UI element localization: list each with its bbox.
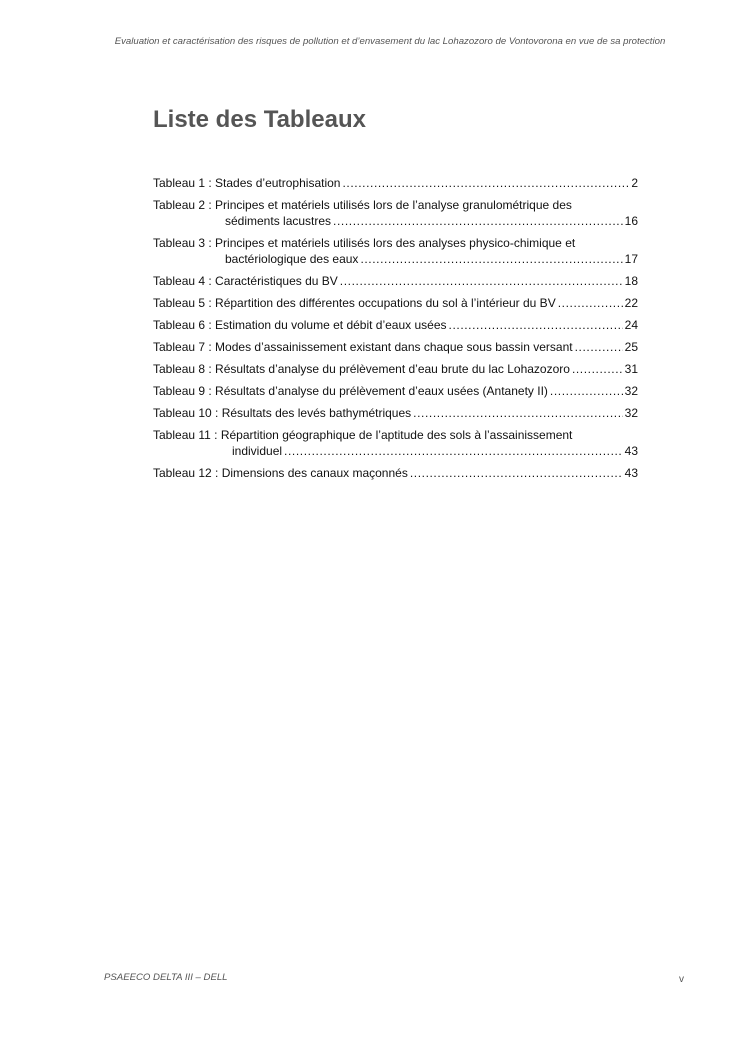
toc-page-number: 22 [624, 296, 638, 310]
toc-entry-text: Tableau 11 : Répartition géographique de l’aptitude des sols à l’assainissement [153, 428, 573, 442]
toc-entry-7[interactable] [153, 339, 638, 355]
toc-entry-6[interactable] [153, 317, 638, 333]
toc-entry-text-cont: sédiments lacustres [225, 214, 332, 228]
dot-leader [333, 213, 623, 229]
toc-page-number: 43 [624, 444, 638, 458]
page-number: v [679, 974, 684, 985]
toc-entry-3[interactable] [153, 235, 638, 267]
toc-entry-text: Tableau 2 : Principes et matériels utilisés lors de l’analyse granulométrique des [153, 198, 572, 212]
toc-entry-12[interactable] [153, 465, 638, 481]
toc-page-number: 17 [624, 252, 638, 266]
toc-page-number: 18 [624, 274, 638, 288]
dot-leader [550, 383, 623, 399]
toc-page-number: 32 [624, 384, 638, 398]
dot-leader [410, 465, 623, 481]
dot-leader [575, 339, 623, 355]
toc-entry-text: Tableau 10 : Résultats des levés bathymétriques [153, 406, 412, 420]
dot-leader [572, 361, 623, 377]
toc-entry-11[interactable] [153, 427, 638, 459]
toc-page-number: 16 [624, 214, 638, 228]
dot-leader [449, 317, 623, 333]
toc-page-number: 2 [631, 176, 638, 190]
table-list [153, 175, 638, 487]
toc-entry-text: Tableau 4 : Caractéristiques du BV [153, 274, 338, 288]
toc-entry-2[interactable] [153, 197, 638, 229]
toc-entry-text: Tableau 9 : Résultats d’analyse du prélèvement d’eaux usées (Antanety II) [153, 384, 548, 398]
dot-leader [342, 175, 629, 191]
running-header: Evaluation et caractérisation des risques de pollution et d’envasement du lac Lohazozoro de Vontovorona en vue de sa protection [114, 36, 666, 47]
toc-entry-text: Tableau 7 : Modes d’assainissement existant dans chaque sous bassin versant [153, 340, 573, 354]
toc-entry-text: Tableau 6 : Estimation du volume et débit d’eaux usées [153, 318, 447, 332]
toc-page-number: 31 [624, 362, 638, 376]
toc-entry-text: Tableau 5 : Répartition des différentes occupations du sol à l’intérieur du BV [153, 296, 556, 310]
dot-leader [413, 405, 622, 421]
dot-leader [284, 443, 623, 459]
dot-leader [340, 273, 623, 289]
toc-entry-text: Tableau 3 : Principes et matériels utilisés lors des analyses physico-chimique et [153, 236, 576, 250]
toc-entry-1[interactable] [153, 175, 638, 191]
toc-entry-8[interactable] [153, 361, 638, 377]
toc-entry-text-cont: bactériologique des eaux [225, 252, 359, 266]
toc-entry-text: Tableau 1 : Stades d’eutrophisation [153, 176, 341, 190]
page-title: Liste des Tableaux [153, 106, 366, 133]
toc-page-number: 25 [624, 340, 638, 354]
toc-entry-9[interactable] [153, 383, 638, 399]
toc-page-number: 43 [624, 466, 638, 480]
toc-page-number: 24 [624, 318, 638, 332]
running-footer: PSAEECO DELTA III – DELL [104, 972, 228, 983]
toc-entry-text-cont: individuel [232, 444, 283, 458]
toc-page-number: 32 [624, 406, 638, 420]
dot-leader [360, 251, 622, 267]
toc-entry-text: Tableau 8 : Résultats d’analyse du prélèvement d’eau brute du lac Lohazozoro [153, 362, 570, 376]
toc-entry-5[interactable] [153, 295, 638, 311]
toc-entry-10[interactable] [153, 405, 638, 421]
dot-leader [558, 295, 623, 311]
toc-entry-4[interactable] [153, 273, 638, 289]
toc-entry-text: Tableau 12 : Dimensions des canaux maçonnés [153, 466, 408, 480]
